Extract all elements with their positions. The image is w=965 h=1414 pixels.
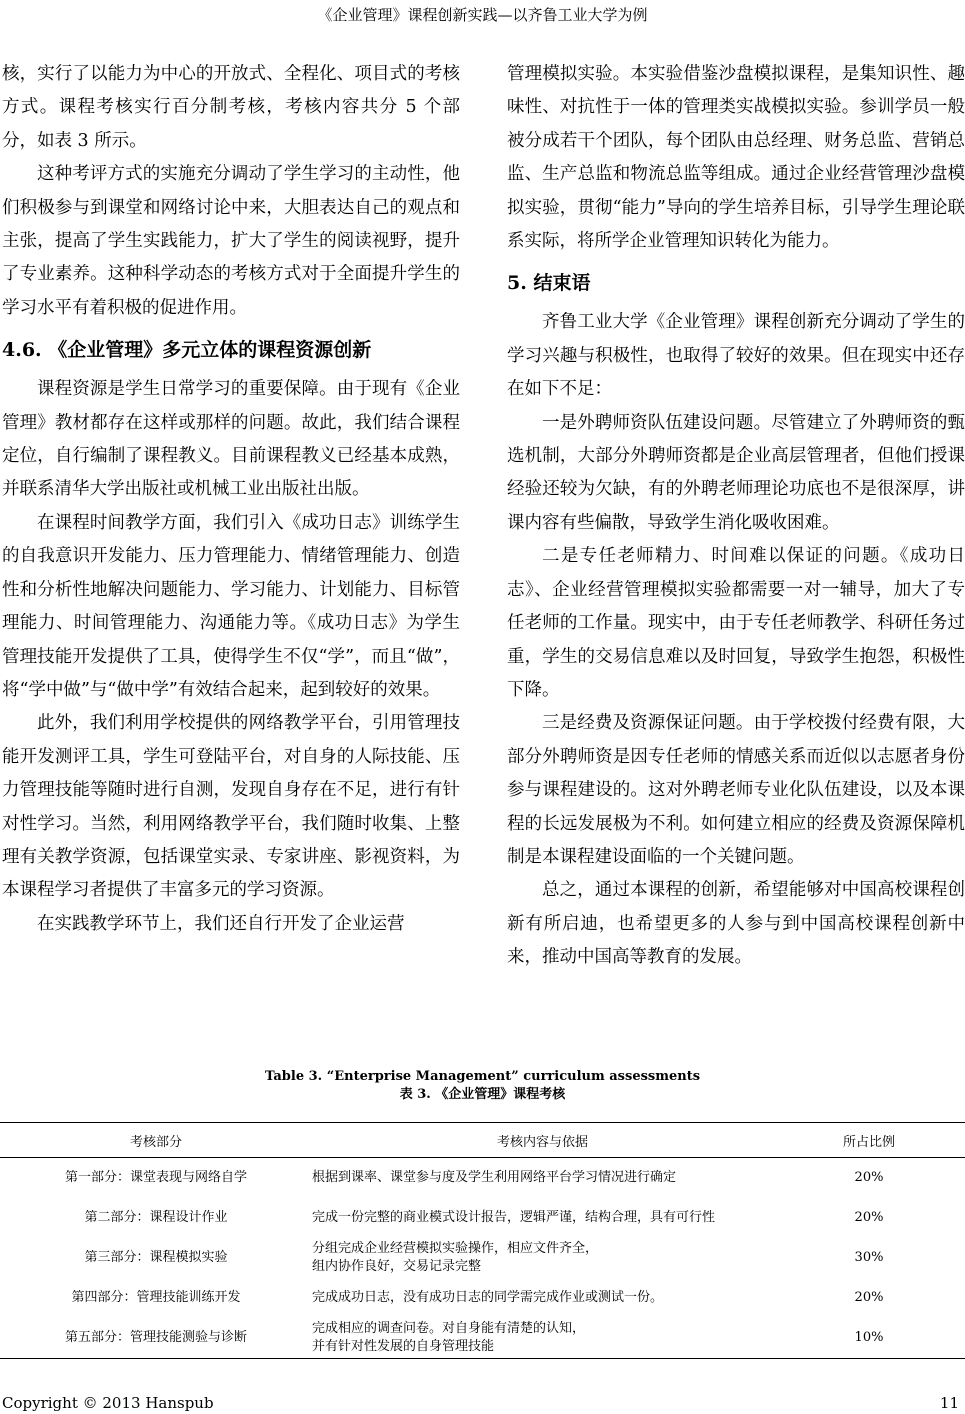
paragraph: 课程资源是学生日常学习的重要保障。由于现有《企业管理》教材都存在这样或那样的问题。故此，我们结合课程定位，自行编制了课程教义。目前课程教义已经基本成熟，并联系清华大学出版社或机械工业出版社出版。 (2, 379, 460, 500)
table-row (0, 1238, 965, 1278)
assessment-table (0, 1122, 965, 1359)
paragraph: 在实践教学环节上，我们还自行开发了企业运营 (37, 913, 405, 934)
assessment-part-cell: 第三部分：课程模拟实验 (84, 1250, 228, 1265)
left-column (2, 58, 460, 941)
running-head: 《企业管理》课程创新实践—以齐鲁工业大学为例 (317, 6, 648, 24)
table-header-row (0, 1123, 965, 1158)
table-caption-cn: 表 3. 《企业管理》课程考核 (399, 1087, 566, 1102)
assessment-content-line: 完成一份完整的商业模式设计报告，逻辑严谨，结构合理，具有可行性 (312, 1210, 716, 1225)
section-heading: 5. 结束语 (507, 272, 591, 295)
assessment-content-cell (312, 1198, 773, 1238)
column-header: 所占比例 (842, 1134, 895, 1150)
assessment-content-cell (312, 1318, 773, 1359)
assessment-part-cell: 第一部分：课堂表现与网络自学 (64, 1170, 247, 1185)
table-row (0, 1318, 965, 1359)
paragraph: 核，实行了以能力为中心的开放式、全程化、项目式的考核方式。课程考核实行百分制考核，考核内容共分 5 个部分，如表 3 所示。 (2, 64, 460, 151)
assessment-ratio-cell: 30% (854, 1250, 884, 1265)
table-row (0, 1278, 965, 1318)
paragraph: 这种考评方式的实施充分调动了学生学习的主动性，他们积极参与到课堂和网络讨论中来，大胆表达自己的观点和主张，提高了学生实践能力，扩大了学生的阅读视野，提升了专业素养。这种科学动态的考核方式对于全面提升学生的学习水平有着积极的促进作用。 (2, 164, 460, 318)
paragraph: 总之，通过本课程的创新，希望能够对中国高校课程创新有所启迪，也希望更多的人参与到中国高校课程创新中来，推动中国高等教育的发展。 (507, 880, 965, 968)
assessment-part-cell: 第五部分：管理技能测验与诊断 (64, 1330, 247, 1345)
table-caption-en: Table 3. “Enterprise Management” curriculum assessments (264, 1069, 701, 1084)
paragraph: 二是专任老师精力、时间难以保证的问题。《成功日志》、企业经营管理模拟实验都需要一对一辅导，加大了专任老师的工作量。现实中，由于专任老师教学、科研任务过重，学生的交易信息难以及时回复，导致学生抱怨，积极性下降。 (507, 546, 965, 700)
assessment-content-line: 根据到课率、课堂参与度及学生利用网络平台学习情况进行确定 (312, 1170, 677, 1185)
assessment-content-line: 并有针对性发展的自身管理技能 (312, 1339, 495, 1354)
copyright: Copyright © 2013 Hanspub (2, 1394, 214, 1412)
page-number: 11 (939, 1394, 959, 1412)
table-row (0, 1158, 965, 1199)
assessment-content-cell (312, 1278, 773, 1318)
assessment-content-line: 完成成功日志，没有成功日志的同学需完成作业或测试一份。 (312, 1290, 664, 1305)
paragraph: 一是外聘师资队伍建设问题。尽管建立了外聘师资的甄选机制，大部分外聘师资都是企业高层管理者，但他们授课经验还较为欠缺，有的外聘老师理论功底也不是很深厚，讲课内容有些偏散，导致学生消化吸收困难。 (507, 412, 965, 533)
assessment-content-cell (312, 1238, 773, 1278)
paragraph: 三是经费及资源保证问题。由于学校拨付经费有限，大部分外聘师资是因专任老师的情感关系而近似以志愿者身份参与课程建设的。这对外聘老师专业化队伍建设，以及本课程的长远发展极为不利。如何建立相应的经费及资源保障机制是本课程建设面临的一个关键问题。 (507, 713, 965, 867)
paragraph: 齐鲁工业大学《企业管理》课程创新充分调动了学生的学习兴趣与积极性，也取得了较好的效果。但在现实中还存在如下不足： (507, 312, 965, 400)
section-heading: 4.6. 《企业管理》多元立体的课程资源创新 (2, 339, 372, 362)
paragraph: 在课程时间教学方面，我们引入《成功日志》训练学生的自我意识开发能力、压力管理能力、情绪管理能力、创造性和分析性地解决问题能力、学习能力、计划能力、目标管理能力、时间管理能力、沟通能力等。《成功日志》为学生管理技能开发提供了工具，使得学生不仅“学”，而且“做”，将“学中做”与“做中学”有效结合起来，起到较好的效果。 (2, 512, 460, 700)
assessment-ratio-cell: 10% (854, 1330, 884, 1345)
assessment-content-line: 完成相应的调查问卷。对自身能有清楚的认知， (312, 1321, 586, 1336)
assessment-ratio-cell: 20% (854, 1210, 884, 1225)
assessment-content-line: 分组完成企业经营模拟实验操作，相应文件齐全， (312, 1241, 599, 1256)
assessment-part-cell: 第四部分：管理技能训练开发 (71, 1290, 241, 1305)
column-header: 考核部分 (129, 1134, 182, 1150)
table-caption (0, 1068, 965, 1104)
table-row (0, 1198, 965, 1238)
assessment-part-cell: 第二部分：课程设计作业 (84, 1210, 228, 1225)
assessment-ratio-cell: 20% (854, 1170, 884, 1185)
column-header: 考核内容与依据 (496, 1134, 588, 1150)
assessment-content-cell (312, 1158, 773, 1199)
paragraph: 此外，我们利用学校提供的网络教学平台，引用管理技能开发测评工具，学生可登陆平台，对自身的人际技能、压力管理技能等随时进行自测，发现自身存在不足，进行有针对性学习。当然，利用网络教学平台，我们随时收集、上整理有关教学资源，包括课堂实录、专家讲座、影视资料，为本课程学习者提供了丰富多元的学习资源。 (2, 713, 460, 901)
assessment-ratio-cell: 20% (854, 1290, 884, 1305)
paragraph: 管理模拟实验。本实验借鉴沙盘模拟课程，是集知识性、趣味性、对抗性于一体的管理类实战模拟实验。参训学员一般被分成若干个团队，每个团队由总经理、财务总监、营销总监、生产总监和物流总监等组成。通过企业经营管理沙盘模拟实验，贯彻“能力”导向的学生培养目标，引导学生理论联系实际，将所学企业管理知识转化为能力。 (507, 64, 965, 252)
right-column (507, 58, 965, 975)
assessment-content-line: 组内协作良好，交易记录完整 (312, 1259, 482, 1274)
